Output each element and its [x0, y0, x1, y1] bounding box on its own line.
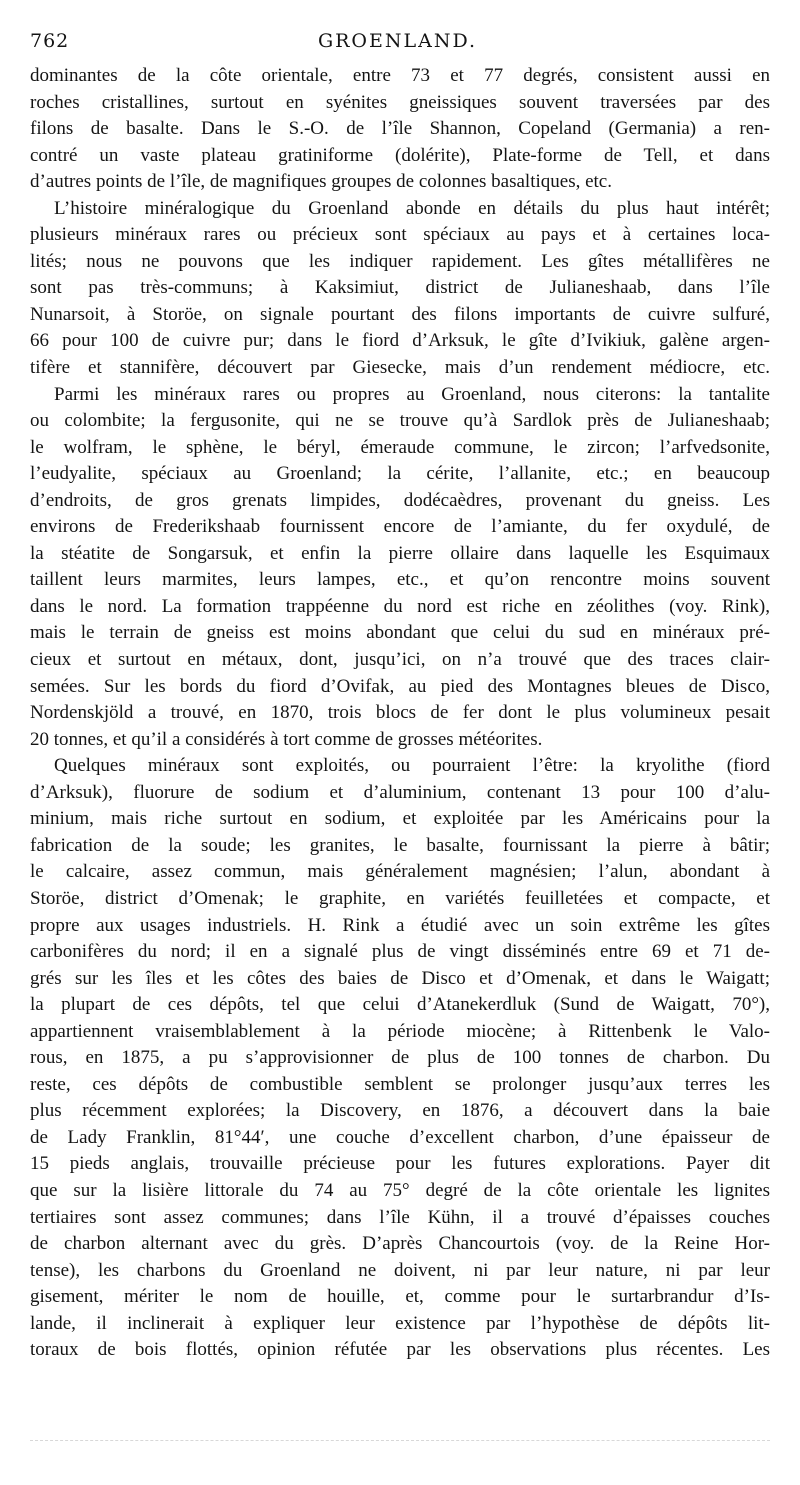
text-line: la stéatite de Songarsuk, et enfin la pierre ollaire dans laquelle les Esquimaux	[30, 542, 770, 564]
text-line: cieux et surtout en métaux, dont, jusqu’ici, on n’a trouvé que des traces clair-	[30, 649, 770, 671]
text-line: sont pas très-communs; à Kaksimiut, district de Julianeshaab, dans l’île	[30, 277, 770, 299]
text-line: reste, ces dépôts de combustible semblent se prolonger jusqu’aux terres les	[30, 1073, 770, 1095]
text-line: tifère et stannifère, découvert par Giesecke, mais d’un rendement médiocre, etc.	[30, 357, 770, 379]
text-line: Quelques minéraux sont exploités, ou pourraient l’être: la kryolithe (fiord	[54, 755, 770, 777]
text-line: plusieurs minéraux rares ou précieux sont spéciaux au pays et à certaines loca-	[30, 224, 770, 246]
text-line: ou colombite; la fergusonite, qui ne se trouve qu’à Sardlok près de Julianeshaab;	[30, 410, 770, 432]
text-line: tense), les charbons du Groenland ne doivent, ni par leur nature, ni par leur	[30, 1259, 770, 1281]
text-line: lande, il inclinerait à expliquer leur existence par l’hypothèse de dépôts lit-	[30, 1312, 770, 1334]
text-line: tertiaires sont assez communes; dans l’île Kühn, il a trouvé d’épaisses couches	[30, 1206, 770, 1228]
text-line: taillent leurs marmites, leurs lampes, etc., et qu’on rencontre moins souvent	[30, 569, 770, 591]
text-line: rous, en 1875, a pu s’approvisionner de plus de 100 tonnes de charbon. Du	[30, 1047, 770, 1069]
text-line: d’Arksuk), fluorure de sodium et d’aluminium, contenant 13 pour 100 d’alu-	[30, 781, 770, 803]
text-line: lités; nous ne pouvons que les indiquer rapidement. Les gîtes métallifères ne	[30, 250, 770, 272]
text-line: roches cristallines, surtout en syénites gneissiques souvent traversées par des	[30, 91, 770, 113]
text-line: la plupart de ces dépôts, tel que celui d’Atanekerdluk (Sund de Waigatt, 70°),	[30, 994, 770, 1016]
text-line: plus récemment explorées; la Discovery, en 1876, a découvert dans la baie	[30, 1100, 770, 1122]
text-line: appartiennent vraisemblablement à la période miocène; à Rittenbenk le Valo-	[30, 1020, 770, 1042]
text-line: dans le nord. La formation trappéenne du nord est riche en zéolithes (voy. Rink),	[30, 595, 770, 617]
text-line: 66 pour 100 de cuivre pur; dans le fiord d’Arksuk, le gîte d’Ivikiuk, galène argen-	[30, 330, 770, 352]
text-line: environs de Frederikshaab fournissent encore de l’amiante, du fer oxydulé, de	[30, 516, 770, 538]
running-title: GROENLAND.	[317, 30, 478, 52]
text-line: semées. Sur les bords du fiord d’Ovifak, au pied des Montagnes bleues de Disco,	[30, 675, 770, 697]
page-bottom-rule	[30, 1440, 770, 1443]
page-number: 762	[30, 30, 70, 52]
text-line: fabrication de la soude; les granites, le basalte, fournissant la pierre à bâtir;	[30, 834, 770, 856]
text-line: Parmi les minéraux rares ou propres au Groenland, nous citerons: la tantalite	[54, 383, 770, 405]
text-line: carbonifères du nord; il en a signalé plus de vingt disséminés entre 69 et 71 de-	[30, 941, 770, 963]
text-line: contré un vaste plateau gratiniforme (dolérite), Plate-forme de Tell, et dans	[30, 144, 770, 166]
body-text	[30, 63, 770, 1364]
text-line: d’autres points de l’île, de magnifiques groupes de colonnes basaltiques, etc.	[30, 171, 612, 193]
text-line: le calcaire, assez commun, mais généralement magnésien; l’alun, abondant à	[30, 861, 770, 883]
text-line: mais le terrain de gneiss est moins abondant que celui du sud en minéraux pré-	[30, 622, 770, 644]
text-line: toraux de bois flottés, opinion réfutée par les observations plus récentes. Les	[30, 1339, 770, 1361]
text-line: de Lady Franklin, 81°44′, une couche d’excellent charbon, d’une épaisseur de	[30, 1126, 770, 1148]
text-line: dominantes de la côte orientale, entre 73 et 77 degrés, consistent aussi en	[30, 65, 770, 86]
text-line: l’eudyalite, spéciaux au Groenland; la cérite, l’allanite, etc.; en beaucoup	[30, 463, 770, 485]
text-line: Nordenskjöld a trouvé, en 1870, trois blocs de fer dont le plus volumineux pesait	[30, 702, 770, 724]
text-line: propre aux usages industriels. H. Rink a étudié avec un soin extrême les gîtes	[30, 914, 770, 936]
text-line: filons de basalte. Dans le S.-O. de l’île Shannon, Copeland (Germania) a ren-	[30, 118, 770, 140]
text-line: grés sur les îles et les côtes des baies de Disco et d’Omenak, et dans le Waigatt;	[30, 967, 770, 989]
text-line: de charbon alternant avec du grès. D’après Chancourtois (voy. de la Reine Hor-	[30, 1233, 770, 1255]
page-header	[30, 30, 765, 60]
text-line: 15 pieds anglais, trouvaille précieuse pour les futures explorations. Payer dit	[30, 1153, 770, 1175]
text-line: L’histoire minéralogique du Groenland abonde en détails du plus haut intérêt;	[54, 197, 770, 219]
text-line: d’endroits, de gros grenats limpides, dodécaèdres, provenant du gneiss. Les	[30, 489, 770, 511]
text-line: Storöe, district d’Omenak; le graphite, en variétés feuilletées et compacte, et	[30, 887, 770, 909]
text-line: le wolfram, le sphène, le béryl, émeraude commune, le zircon; l’arfvedsonite,	[30, 436, 770, 458]
text-line: 20 tonnes, et qu’il a considérés à tort comme de grosses météorites.	[30, 728, 543, 750]
text-line: Nunarsoit, à Storöe, on signale pourtant des filons importants de cuivre sulfuré,	[30, 303, 770, 325]
text-line: gisement, mériter le nom de houille, et, comme pour le surtarbrandur d’Is-	[30, 1286, 770, 1308]
text-line: minium, mais riche surtout en sodium, et exploitée par les Américains pour la	[30, 808, 770, 830]
text-line: que sur la lisière littorale du 74 au 75° degré de la côte orientale les lignites	[30, 1179, 770, 1201]
